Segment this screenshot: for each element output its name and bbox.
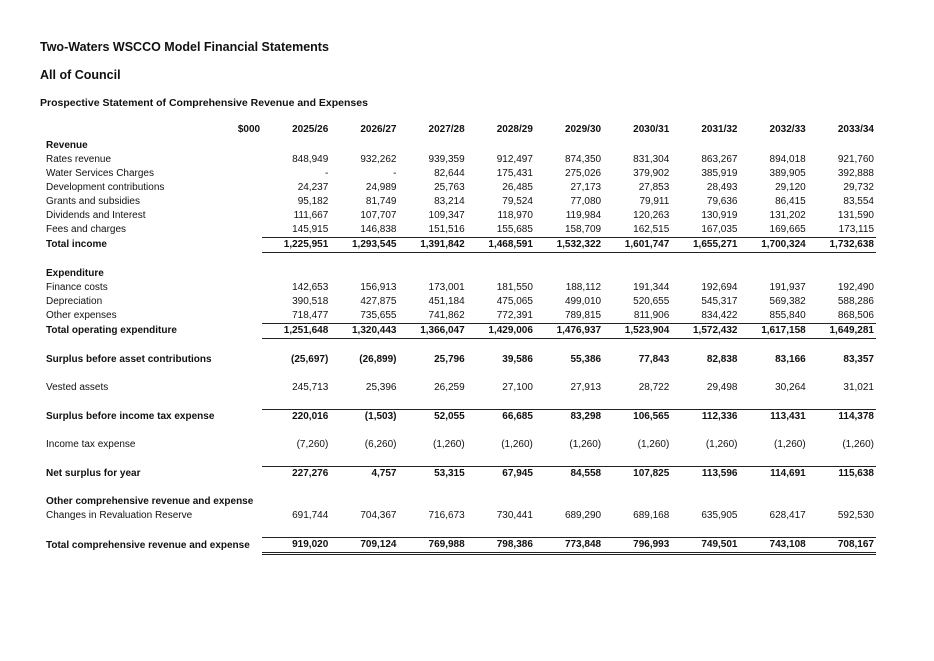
row-label: Grants and subsidies — [46, 196, 140, 207]
document-subtitle: All of Council — [40, 68, 121, 82]
value-cell: 25,763 — [434, 182, 465, 193]
value-cell: 79,524 — [502, 196, 533, 207]
empty-cell — [398, 267, 466, 281]
value-cell: 158,709 — [564, 224, 602, 235]
value-cell: 379,902 — [633, 168, 670, 179]
spacer-row — [44, 452, 876, 467]
row-label: Finance costs — [46, 282, 108, 293]
value-cell: 389,905 — [769, 168, 806, 179]
value-cell: 112,336 — [671, 410, 739, 425]
value-cell: 109,347 — [428, 210, 465, 221]
value-cell: 155,685 — [496, 224, 533, 235]
value-cell: 146,838 — [360, 224, 397, 235]
spacer-cell — [44, 367, 876, 381]
row-label: Surplus before income tax expense — [46, 410, 215, 422]
value-cell: 709,124 — [330, 538, 398, 554]
document-title: Two-Waters WSCCO Model Financial Statements — [40, 40, 329, 54]
value-cell: 26,485 — [502, 182, 533, 193]
value-cell: 789,815 — [564, 310, 602, 321]
value-cell: 392,888 — [837, 168, 874, 179]
revenue-row — [44, 223, 876, 238]
value-cell: 77,080 — [570, 196, 602, 207]
value-cell: 191,344 — [633, 282, 670, 293]
value-cell: 4,757 — [330, 467, 398, 482]
value-cell: 86,415 — [775, 196, 806, 207]
empty-cell — [808, 267, 876, 281]
value-cell: 499,010 — [564, 296, 602, 307]
value-cell: 66,685 — [467, 410, 535, 425]
value-cell: 181,550 — [496, 282, 533, 293]
value-cell: 111,667 — [293, 210, 329, 221]
value-cell: 1,476,937 — [535, 324, 603, 339]
empty-cell — [467, 139, 535, 153]
empty-cell — [330, 495, 398, 509]
value-cell: 82,838 — [706, 354, 738, 365]
value-cell: 919,020 — [262, 538, 330, 554]
value-cell: 1,732,638 — [808, 238, 876, 253]
row-label: Other expenses — [46, 310, 117, 322]
value-cell: 385,919 — [701, 168, 738, 179]
empty-cell — [330, 267, 398, 281]
value-cell: 27,100 — [502, 382, 533, 393]
row-label: Total income — [46, 239, 107, 250]
spacer-cell — [44, 523, 876, 538]
value-cell: 83,166 — [775, 354, 806, 365]
empty-cell — [262, 139, 330, 153]
value-cell: 107,825 — [603, 467, 671, 482]
total-expenditure-row — [44, 324, 876, 339]
section-heading: Other comprehensive revenue and expense — [46, 496, 254, 507]
value-cell: 95,182 — [297, 196, 329, 207]
row-label: Total operating expenditure — [46, 325, 177, 336]
empty-cell — [808, 139, 876, 153]
value-cell: 868,506 — [837, 310, 874, 321]
empty-cell — [671, 267, 739, 281]
empty-cell — [740, 139, 808, 153]
row-label: Fees and charges — [46, 224, 127, 236]
revenue-heading-row — [44, 139, 876, 153]
value-cell: 29,498 — [706, 382, 738, 393]
empty-cell — [330, 139, 398, 153]
value-cell: 1,468,591 — [467, 238, 535, 253]
value-cell: 708,167 — [808, 538, 876, 554]
revenue-row — [44, 195, 876, 209]
spacer-row — [44, 339, 876, 354]
value-cell: 227,276 — [262, 467, 330, 482]
value-cell: 26,259 — [434, 382, 465, 393]
value-cell: 29,732 — [843, 182, 874, 193]
value-cell: 831,304 — [633, 154, 670, 165]
value-cell: (1,503) — [330, 410, 398, 425]
value-cell: 173,115 — [838, 224, 874, 235]
empty-cell — [398, 495, 466, 509]
value-cell: 24,989 — [365, 182, 397, 193]
total-income-row — [44, 238, 876, 253]
statement-title: Prospective Statement of Comprehensive Revenue and Expenses — [40, 97, 368, 109]
value-cell: 25,396 — [365, 382, 397, 393]
spacer-cell — [44, 395, 876, 410]
value-cell: 220,016 — [262, 410, 330, 425]
value-cell: 1,366,047 — [398, 324, 466, 339]
empty-cell — [808, 495, 876, 509]
row-label: Net surplus for year — [46, 467, 141, 479]
value-cell: 130,919 — [701, 210, 738, 221]
value-cell: 569,382 — [769, 296, 806, 307]
value-cell: 83,357 — [843, 354, 874, 365]
value-cell: 1,532,322 — [535, 238, 603, 253]
year-header: 2032/33 — [769, 124, 806, 135]
value-cell: 689,290 — [564, 510, 602, 521]
value-cell: 811,906 — [633, 310, 670, 321]
value-cell: 798,386 — [467, 538, 535, 554]
value-cell: 28,493 — [706, 182, 738, 193]
value-cell: 921,760 — [837, 154, 874, 165]
empty-cell — [740, 267, 808, 281]
value-cell: 855,840 — [769, 310, 806, 321]
value-cell: 27,913 — [570, 382, 602, 393]
spacer-row — [44, 424, 876, 438]
value-cell: 24,237 — [297, 182, 329, 193]
spacer-cell — [44, 253, 876, 268]
value-cell: 162,515 — [633, 224, 670, 235]
value-cell: 67,945 — [467, 467, 535, 482]
value-cell: 749,501 — [671, 538, 739, 554]
value-cell: 27,853 — [638, 182, 670, 193]
value-cell: 588,286 — [837, 296, 874, 307]
other-comprehensive-heading-row — [44, 495, 876, 509]
value-cell: 1,225,951 — [262, 238, 330, 253]
revenue-row — [44, 153, 876, 167]
value-cell: (26,899) — [359, 354, 397, 365]
value-cell: 30,264 — [775, 382, 806, 393]
section-heading: Expenditure — [46, 268, 104, 279]
surplus-before-tax-row — [44, 410, 876, 425]
value-cell: 114,378 — [808, 410, 876, 425]
spacer-row — [44, 253, 876, 268]
expenditure-row — [44, 281, 876, 295]
value-cell: 718,477 — [292, 310, 329, 321]
spacer-cell — [44, 424, 876, 438]
revenue-row — [44, 209, 876, 223]
value-cell: 188,112 — [565, 282, 602, 293]
value-cell: 912,497 — [496, 154, 533, 165]
value-cell: 27,173 — [570, 182, 602, 193]
value-cell: 167,035 — [701, 224, 738, 235]
value-cell: 1,293,545 — [330, 238, 398, 253]
value-cell: 730,441 — [496, 510, 533, 521]
empty-cell — [467, 495, 535, 509]
statement-body — [44, 139, 876, 554]
year-header: 2030/31 — [633, 124, 670, 135]
value-cell: 119,984 — [565, 210, 602, 221]
value-cell: 592,530 — [837, 510, 874, 521]
financial-statement-table — [44, 121, 876, 555]
value-cell: (1,260) — [705, 439, 738, 450]
value-cell: 113,431 — [740, 410, 808, 425]
income-tax-row — [44, 438, 876, 452]
value-cell: 691,744 — [292, 510, 329, 521]
value-cell: 173,001 — [428, 282, 465, 293]
row-label: Total comprehensive revenue and expense — [46, 539, 250, 551]
value-cell: 169,665 — [769, 224, 806, 235]
value-cell: 175,431 — [496, 168, 533, 179]
year-header: 2025/26 — [292, 124, 329, 135]
value-cell: 863,267 — [701, 154, 738, 165]
value-cell: 52,055 — [398, 410, 466, 425]
value-cell: 1,601,747 — [603, 238, 671, 253]
value-cell: 28,722 — [638, 382, 670, 393]
value-cell: 83,554 — [843, 196, 874, 207]
value-cell: 79,636 — [706, 196, 738, 207]
value-cell: 29,120 — [775, 182, 806, 193]
value-cell: - — [393, 168, 397, 179]
spacer-row — [44, 395, 876, 410]
value-cell: 55,386 — [570, 354, 602, 365]
total-comprehensive-row — [44, 538, 876, 554]
revenue-row — [44, 167, 876, 181]
empty-cell — [603, 267, 671, 281]
row-label: Income tax expense — [46, 439, 136, 450]
value-cell: (1,260) — [501, 439, 533, 450]
value-cell: 874,350 — [564, 154, 602, 165]
unit-label: $000 — [237, 124, 261, 135]
value-cell: (25,697) — [291, 354, 329, 365]
value-cell: 120,263 — [633, 210, 670, 221]
expenditure-heading-row — [44, 267, 876, 281]
header-row — [44, 121, 876, 139]
empty-cell — [535, 267, 603, 281]
value-cell: 716,673 — [428, 510, 465, 521]
revenue-row — [44, 181, 876, 195]
empty-cell — [671, 139, 739, 153]
value-cell: 25,796 — [434, 354, 465, 365]
year-header: 2033/34 — [837, 124, 874, 135]
row-label: Depreciation — [46, 296, 103, 307]
value-cell: 192,694 — [701, 282, 738, 293]
value-cell: 451,184 — [428, 296, 465, 307]
value-cell: 390,518 — [292, 296, 329, 307]
spacer-cell — [44, 452, 876, 467]
value-cell: 1,251,648 — [262, 324, 330, 339]
empty-cell — [671, 495, 739, 509]
value-cell: 769,988 — [398, 538, 466, 554]
row-label: Changes in Revaluation Reserve — [46, 510, 193, 521]
value-cell: 156,913 — [360, 282, 397, 293]
empty-cell — [603, 139, 671, 153]
empty-cell — [535, 495, 603, 509]
value-cell: 191,937 — [769, 282, 806, 293]
value-cell: 848,949 — [292, 154, 329, 165]
value-cell: 741,862 — [428, 310, 465, 321]
value-cell: 1,649,281 — [808, 324, 876, 339]
value-cell: 245,713 — [292, 382, 329, 393]
empty-cell — [262, 267, 330, 281]
value-cell: 1,523,904 — [603, 324, 671, 339]
year-header: 2028/29 — [496, 124, 533, 135]
value-cell: 628,417 — [769, 510, 806, 521]
value-cell: 932,262 — [360, 154, 397, 165]
value-cell: 84,558 — [535, 467, 603, 482]
value-cell: 520,655 — [633, 296, 670, 307]
value-cell: (1,260) — [774, 439, 806, 450]
empty-cell — [398, 139, 466, 153]
empty-cell — [740, 495, 808, 509]
year-header: 2026/27 — [360, 124, 397, 135]
expenditure-row — [44, 309, 876, 324]
year-header: 2027/28 — [428, 124, 465, 135]
value-cell: 796,993 — [603, 538, 671, 554]
row-label: Development contributions — [46, 182, 165, 193]
revaluation-reserve-row — [44, 509, 876, 523]
value-cell: 939,359 — [428, 154, 465, 165]
value-cell: 1,320,443 — [330, 324, 398, 339]
value-cell: 1,572,432 — [671, 324, 739, 339]
value-cell: 83,214 — [434, 196, 465, 207]
value-cell: 131,590 — [837, 210, 874, 221]
value-cell: 475,065 — [496, 296, 533, 307]
value-cell: 142,653 — [292, 282, 329, 293]
spacer-cell — [44, 481, 876, 495]
value-cell: 113,596 — [671, 467, 739, 482]
value-cell: 115,638 — [808, 467, 876, 482]
value-cell: 1,429,006 — [467, 324, 535, 339]
value-cell: 118,970 — [497, 210, 533, 221]
value-cell: 1,391,842 — [398, 238, 466, 253]
value-cell: 545,317 — [701, 296, 738, 307]
value-cell: (1,260) — [637, 439, 670, 450]
value-cell: (7,260) — [296, 439, 329, 450]
value-cell: 106,565 — [603, 410, 671, 425]
expenditure-row — [44, 295, 876, 309]
value-cell: 82,644 — [434, 168, 465, 179]
value-cell: 1,617,158 — [740, 324, 808, 339]
empty-cell — [535, 139, 603, 153]
value-cell: 145,915 — [292, 224, 329, 235]
value-cell: 704,367 — [360, 510, 397, 521]
value-cell: 834,422 — [701, 310, 738, 321]
value-cell: 81,749 — [365, 196, 397, 207]
value-cell: 1,655,271 — [671, 238, 739, 253]
year-header: 2029/30 — [564, 124, 602, 135]
value-cell: (6,260) — [364, 439, 397, 450]
value-cell: 772,391 — [496, 310, 533, 321]
value-cell: 635,905 — [701, 510, 738, 521]
value-cell: 743,108 — [740, 538, 808, 554]
value-cell: 83,298 — [535, 410, 603, 425]
value-cell: 275,026 — [564, 168, 602, 179]
empty-cell — [467, 267, 535, 281]
row-label: Rates revenue — [46, 154, 112, 165]
row-label: Vested assets — [46, 382, 109, 393]
value-cell: 894,018 — [769, 154, 806, 165]
value-cell: (1,260) — [569, 439, 602, 450]
net-surplus-row — [44, 467, 876, 482]
value-cell: 427,875 — [360, 296, 397, 307]
vested-assets-row — [44, 381, 876, 395]
value-cell: 1,700,324 — [740, 238, 808, 253]
section-heading: Revenue — [46, 140, 88, 151]
spacer-row — [44, 481, 876, 495]
value-cell: 114,691 — [740, 467, 808, 482]
row-label: Surplus before asset contributions — [46, 354, 212, 365]
empty-cell — [262, 495, 330, 509]
value-cell: 107,707 — [360, 210, 397, 221]
value-cell: (1,260) — [433, 439, 465, 450]
value-cell: 131,202 — [769, 210, 806, 221]
row-label: Water Services Charges — [46, 168, 154, 179]
empty-cell — [603, 495, 671, 509]
value-cell: 79,911 — [639, 196, 670, 207]
value-cell: 773,848 — [535, 538, 603, 554]
value-cell: 689,168 — [633, 510, 670, 521]
value-cell: (1,260) — [842, 439, 874, 450]
value-cell: 77,843 — [638, 354, 670, 365]
value-cell: 53,315 — [398, 467, 466, 482]
value-cell: 735,655 — [360, 310, 397, 321]
value-cell: 151,516 — [428, 224, 465, 235]
surplus-before-asset-row — [44, 353, 876, 367]
spacer-row — [44, 367, 876, 381]
value-cell: 39,586 — [502, 354, 533, 365]
value-cell: - — [324, 168, 329, 179]
spacer-row — [44, 523, 876, 538]
value-cell: 31,021 — [843, 382, 874, 393]
row-label: Dividends and Interest — [46, 210, 146, 221]
value-cell: 192,490 — [837, 282, 874, 293]
year-header: 2031/32 — [701, 124, 738, 135]
spacer-cell — [44, 339, 876, 354]
